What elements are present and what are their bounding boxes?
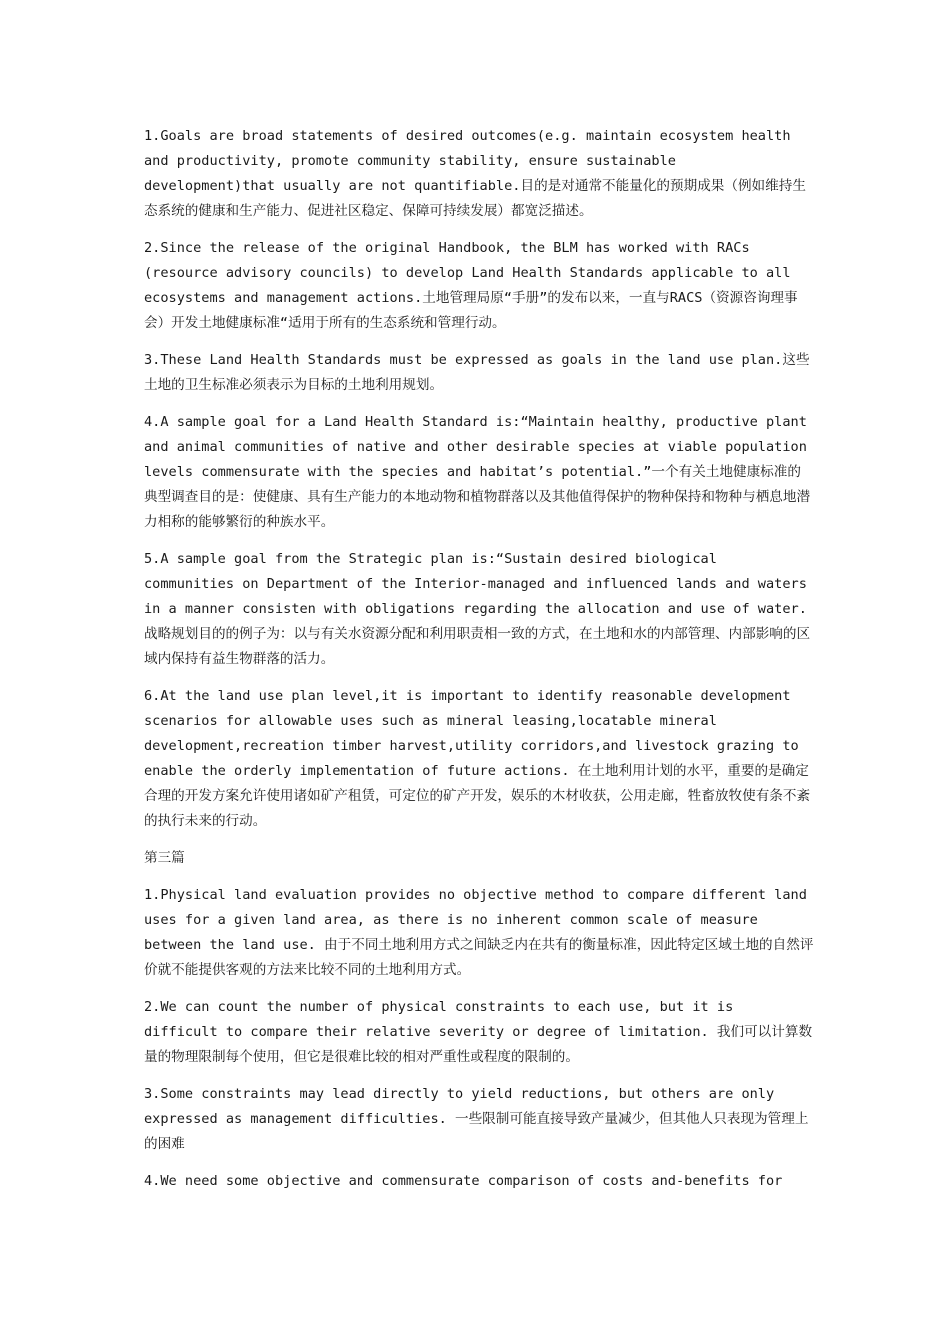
paragraph-1-3: 3.These Land Health Standards must be expressed as goals in the land use plan.这些土地的卫生标准必须表示为目标的土地利用规划。 — [144, 352, 810, 393]
paragraph-1-5: 5.A sample goal from the Strategic plan is:“Sustain desired biological communities on Department of the Interior-managed and influenced lands and waters in a manner consisten with obligations regarding the allocation and use of water.战略规划目的的例子为：以与有关水资源分配和利用职责相一致的方式，在土地和水的内部管理、内部影响的区域内保持有益生物群落的活力。 — [144, 551, 811, 667]
paragraph-3-2: 2.We can count the number of physical constraints to each use, but it is difficult to compare their relative severity or degree of limitation. 我们可以计算数量的物理限制每个使用，但它是很难比较的相对严重性或程度的限制的。 — [144, 999, 813, 1065]
section-heading: 第三篇 — [144, 850, 185, 866]
paragraph-1-6: 6.At the land use plan level,it is important to identify reasonable development scenarios for allowable uses such as mineral leasing,locatable mineral development,recreation timber harvest,utility corridors,and livestock grazing to enable the orderly implementation of future actions. 在土地利用计划的水平，重要的是确定合理的开发方案允许使用诸如矿产租赁，可定位的矿产开发，娱乐的木材收获，公用走廊，牲畜放牧使有条不紊的执行未来的行动。 — [144, 688, 811, 829]
paragraph-3-1: 1.Physical land evaluation provides no objective method to compare different land uses for a given land area, as there is no inherent common scale of measure between the land use. 由于不同土地利用方式之间缺乏内在共有的衡量标准，因此特定区域土地的自然评价就不能提供客观的方法来比较不同的土地利用方式。 — [144, 887, 814, 978]
paragraph-1-4: 4.A sample goal for a Land Health Standard is:“Maintain healthy, productive plant and animal communities of native and other desirable species at viable population levels commensurate with the species and habitat’s potential.”一个有关土地健康标准的典型调查目的是：使健康、具有生产能力的本地动物和植物群落以及其他值得保护的物种保持和物种与栖息地潜力相称的能够繁衍的种族水平。 — [144, 414, 811, 530]
paragraph-3-4: 4.We need some objective and commensurate comparison of costs and-benefits for — [144, 1173, 783, 1189]
paragraph-1-2: 2.Since the release of the original Handbook, the BLM has worked with RACs (resource advisory councils) to develop Land Health Standards applicable to all ecosystems and management actions.土地管理局原“手册”的发布以来，一直与RACS（资源咨询理事会）开发土地健康标准“适用于所有的生态系统和管理行动。 — [144, 240, 798, 331]
paragraph-3-3: 3.Some constraints may lead directly to yield reductions, but others are only expressed as management difficulties. 一些限制可能直接导致产量减少，但其他人只表现为管理上的困难 — [144, 1086, 809, 1152]
paragraph-1-1: 1.Goals are broad statements of desired outcomes(e.g. maintain ecosystem health and productivity, promote community stability, ensure sustainable development)that usually are not quantifiable.目的是对通常不能量化的预期成果（例如维持生态系统的健康和生产能力、促进社区稳定、保障可持续发展）都宽泛描述。 — [144, 128, 806, 219]
document-page — [144, 124, 814, 1206]
